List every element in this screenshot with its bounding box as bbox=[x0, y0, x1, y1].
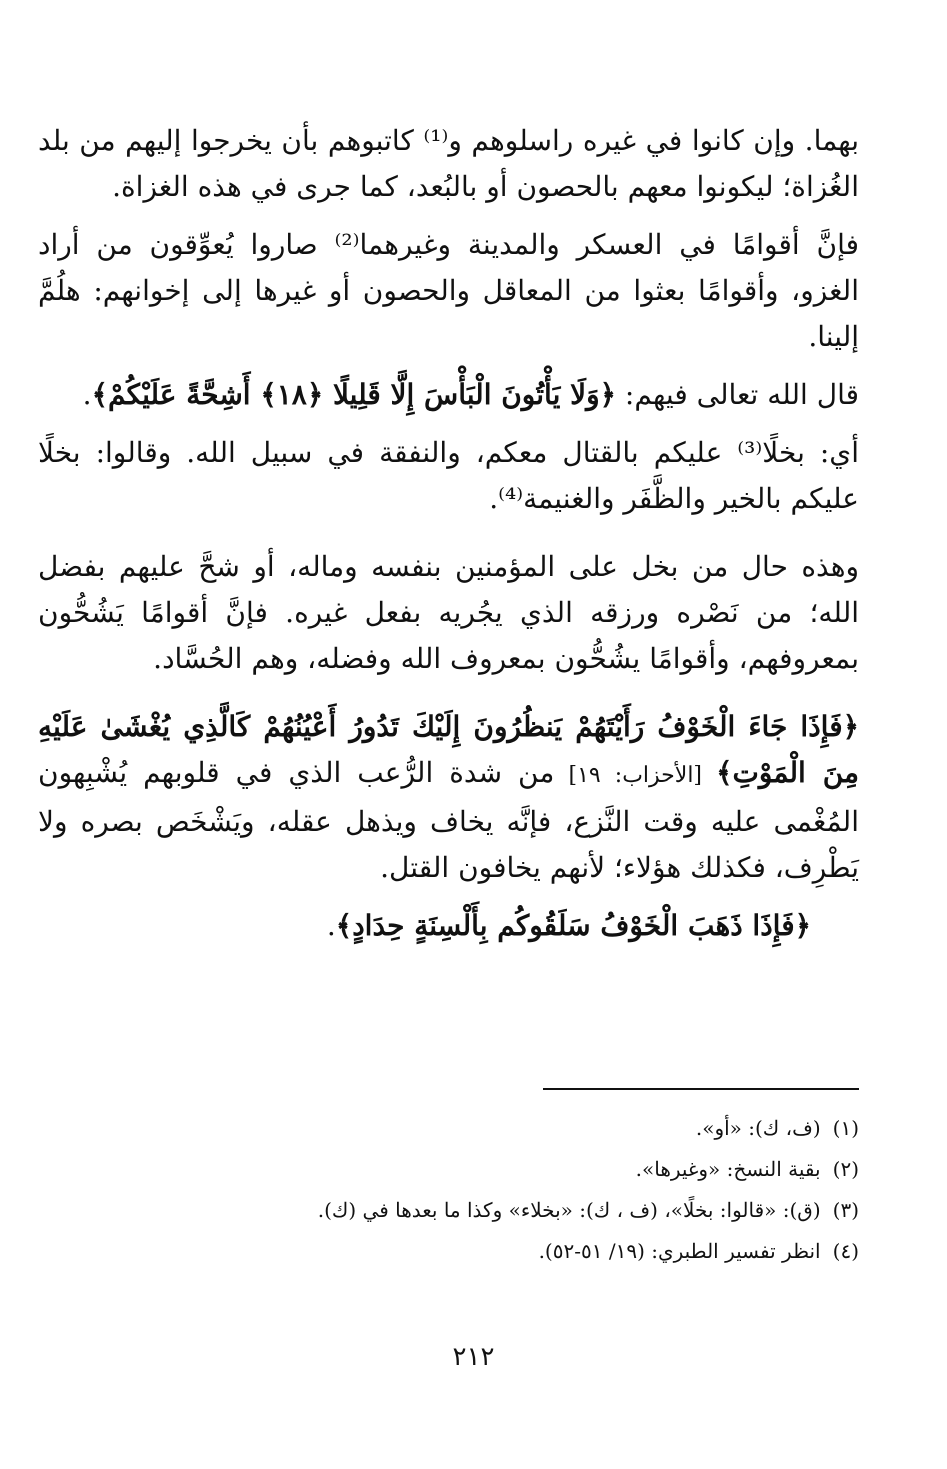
footnote-3 bbox=[60, 1190, 859, 1231]
footnote-text: (ق): «قالوا: بخلًا»، (ف ، ك): «بخلاء» وكذا ما بعدها في (ك). bbox=[317, 1198, 821, 1222]
footnote-number: (١) bbox=[832, 1116, 859, 1140]
quran-verse: ﴿فَإِذَا ذَهَبَ الْخَوْفُ سَلَقُوكُم بِأَلْسِنَةٍ حِدَادٍ﴾ bbox=[335, 909, 811, 942]
paragraph-5: وهذه حال من بخل على المؤمنين بنفسه وماله، أو شحَّ عليهم بفضل الله؛ من نَصْره ورزقه الذي يجُريه بفعل غيره. فإنَّ أقوامًا يَشُحُّون بمعروفهم، وأقوامًا يشُحُّون بمعروف الله وفضله، وهم الحُسَّاد. bbox=[38, 550, 859, 675]
paragraph-6 bbox=[38, 704, 859, 891]
paragraph-2: فإنَّ أقوامًا في العسكر والمدينة وغيرهما⁽²⁾ صاروا يُعوِّقون من أراد الغزو، وأقوامًا بعثوا من المعاقل والحصون أو غيرها إلى إخوانهم: هلُمَّ إلينا. bbox=[38, 228, 859, 353]
footnote-4 bbox=[60, 1231, 859, 1272]
footnote-number: (٣) bbox=[832, 1198, 859, 1222]
paragraph-3 bbox=[38, 372, 859, 418]
verse-intro: قال الله تعالى فيهم: bbox=[616, 378, 859, 411]
quran-verse: ﴿فَإِذَا جَاءَ الْخَوْفُ رَأَيْتَهُمْ يَنظُرُونَ إِلَيْكَ تَدُورُ أَعْيُنُهُمْ كَالَّذِي يُغْشَىٰ عَلَيْهِ مِنَ الْمَوْتِ﴾ bbox=[38, 710, 859, 789]
footnote-text: بقية النسخ: «وغيرها». bbox=[635, 1157, 821, 1181]
footnotes bbox=[60, 1108, 859, 1272]
period: . bbox=[326, 909, 336, 942]
paragraph-4: أي: بخلًا⁽³⁾ عليكم بالقتال معكم، والنفقة في سبيل الله. وقالوا: بخلًا عليكم بالخير والظَّفَر والغنيمة⁽⁴⁾. bbox=[38, 436, 860, 515]
footnote-1 bbox=[60, 1108, 859, 1149]
footnote-divider bbox=[543, 1088, 859, 1090]
main-text bbox=[38, 118, 859, 949]
verse-reference: [الأحزاب: ١٩] bbox=[554, 763, 717, 788]
footnote-text: (ف، ك): «أو». bbox=[695, 1116, 821, 1140]
commentary: من شدة الرُّعب الذي في قلوبهم يُشْبِهون المُغْمى عليه وقت النَّزع، فإنَّه يخاف ويذهل عقله، ويَشْخَص بصره ولا يَطْرِف، فكذلك هؤلاء؛ لأنهم يخافون القتل. bbox=[38, 756, 859, 884]
quran-verse: ﴿وَلَا يَأْتُونَ الْبَأْسَ إِلَّا قَلِيلًا ﴿١٨﴾ أَشِحَّةً عَلَيْكُمْ﴾ bbox=[91, 378, 617, 411]
footnote-number: (٢) bbox=[832, 1157, 859, 1181]
footnote-2 bbox=[60, 1149, 859, 1190]
period: . bbox=[82, 378, 92, 411]
paragraph-1: بهما. وإن كانوا في غيره راسلوهم و⁽¹⁾ كاتبوهم بأن يخرجوا إليهم من بلد الغُزاة؛ ليكونوا معهم بالحصون أو بالبُعد، كما جرى في هذه الغزاة. bbox=[38, 124, 859, 203]
paragraph-7 bbox=[38, 903, 859, 949]
footnote-number: (٤) bbox=[832, 1239, 859, 1263]
footnote-text: انظر تفسير الطبري: (١٩/ ٥١-٥٢). bbox=[538, 1239, 821, 1263]
page-number: ٢١٢ bbox=[452, 1342, 495, 1372]
